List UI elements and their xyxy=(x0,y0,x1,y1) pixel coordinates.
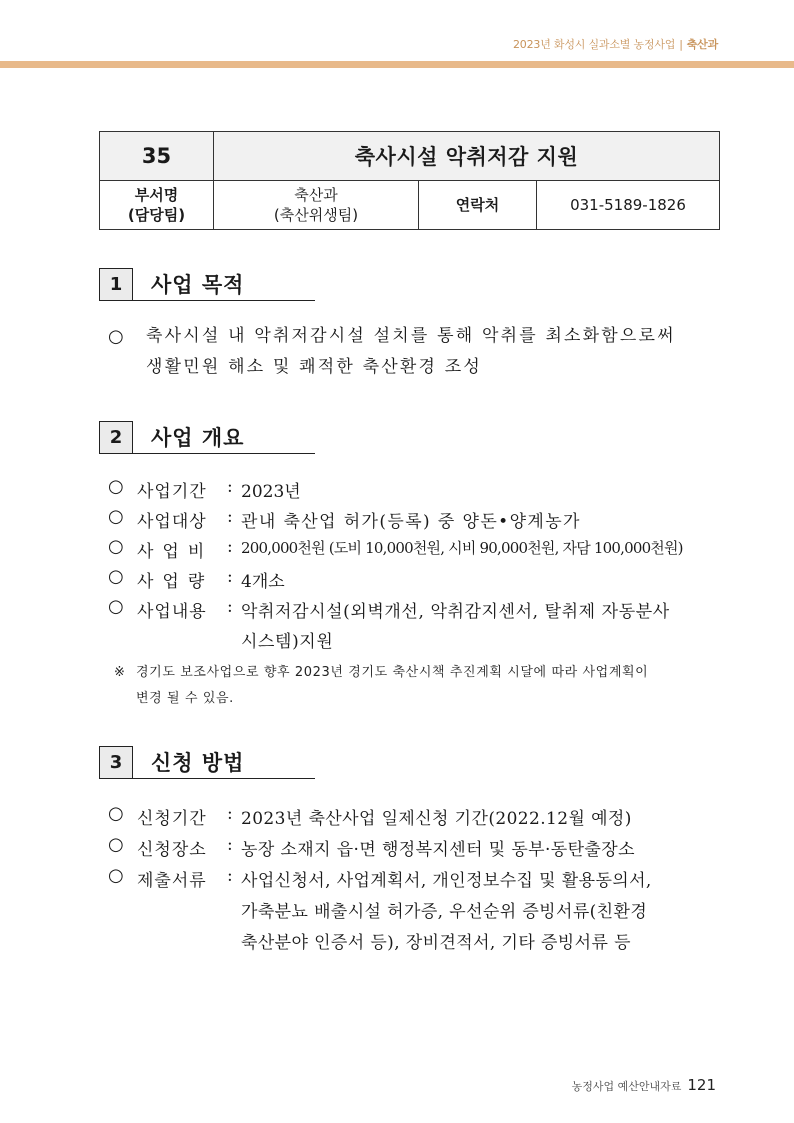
bullet-circle: ○ xyxy=(108,596,124,617)
dept-value xyxy=(214,181,419,230)
section-title: 신청 방법 xyxy=(151,751,245,775)
header-accent-bar xyxy=(0,61,794,68)
bullet-circle: ○ xyxy=(108,834,124,855)
purpose-paragraph xyxy=(108,321,720,383)
item-colon: : xyxy=(227,804,233,824)
program-number: 35 xyxy=(100,132,214,181)
item-colon: : xyxy=(227,567,233,587)
bullet-circle: ○ xyxy=(108,326,124,347)
item-value: 사업신청서, 사업계획서, 개인정보수집 및 활용동의서, xyxy=(241,871,652,891)
bullet-circle: ○ xyxy=(108,536,124,557)
item-value: 2023년 축산사업 일제신청 기간(2022.12월 예정) xyxy=(241,809,632,829)
item-value: 관내 축산업 허가(등록) 중 양돈•양계농가 xyxy=(241,512,581,532)
bullet-circle: ○ xyxy=(108,476,124,497)
bullet-circle: ○ xyxy=(108,803,124,824)
contact-value: 031-5189-1826 xyxy=(537,181,720,230)
item-value: 악취저감시설(외벽개선, 악취감지센서, 탈취제 자동분사 xyxy=(241,602,670,622)
section-title: 사업 개요 xyxy=(151,426,245,450)
dept-label-line2: (담당팀) xyxy=(127,206,186,224)
item-label: 사업기간 xyxy=(137,482,207,502)
item-label: 제출서류 xyxy=(137,871,207,891)
note-mark: ※ xyxy=(114,665,125,680)
section-number: 3 xyxy=(99,746,133,779)
item-colon: : xyxy=(227,507,233,527)
purpose-line-1: 축사시설 내 악취저감시설 설치를 통해 악취를 최소화함으로써 xyxy=(146,326,676,346)
section-title: 사업 목적 xyxy=(151,273,245,297)
purpose-line-2: 생활민원 해소 및 쾌적한 축산환경 조성 xyxy=(146,357,482,377)
doc-title: 2023년 화성시 실과소별 농정사업 xyxy=(513,38,676,51)
item-colon: : xyxy=(227,866,233,886)
item-value: 200,000천원 (도비 10,000천원, 시비 90,000천원, 자담 100,000천원) xyxy=(241,539,683,557)
running-header xyxy=(513,36,718,52)
item-colon: : xyxy=(227,597,233,617)
bullet-circle: ○ xyxy=(108,506,124,527)
item-label: 신청장소 xyxy=(137,840,207,860)
bullet-circle: ○ xyxy=(108,566,124,587)
section-underline xyxy=(133,453,315,454)
section-underline xyxy=(133,778,315,779)
program-note xyxy=(114,660,720,712)
item-colon: : xyxy=(227,537,233,557)
section-number: 1 xyxy=(99,268,133,301)
item-value: 4개소 xyxy=(241,572,285,592)
dept-value-line2: (축산위생팀) xyxy=(273,206,359,224)
program-title: 축사시설 악취저감 지원 xyxy=(214,132,720,181)
section-2-heading xyxy=(99,421,315,457)
note-line-1: 경기도 보조사업으로 향후 2023년 경기도 축산시책 추진계획 시달에 따라 사업계획이 xyxy=(136,665,649,680)
item-colon: : xyxy=(227,835,233,855)
item-label: 신청기간 xyxy=(137,809,207,829)
contact-label: 연락처 xyxy=(419,181,537,230)
dept-label xyxy=(100,181,214,230)
section-3-heading xyxy=(99,746,315,782)
section-1-heading xyxy=(99,268,315,304)
page-footer xyxy=(572,1076,716,1094)
item-label: 사업내용 xyxy=(137,602,207,622)
item-colon: : xyxy=(227,477,233,497)
section-number: 2 xyxy=(99,421,133,454)
section-underline xyxy=(133,300,315,301)
bullet-circle: ○ xyxy=(108,865,124,886)
item-label: 사업비 xyxy=(137,542,214,562)
dept-label-line1: 부서명 xyxy=(134,186,179,204)
header-dept: 축산과 xyxy=(686,38,718,51)
note-line-2: 변경 될 수 있음. xyxy=(136,691,234,706)
item-value: 농장 소재지 읍·면 행정복지센터 및 동부·동탄출장소 xyxy=(241,840,635,860)
item-value-continued-2: 축산분야 인증서 등), 장비견적서, 기타 증빙서류 등 xyxy=(241,933,631,953)
dept-value-line1: 축산과 xyxy=(294,186,338,204)
footer-label: 농정사업 예산안내자료 xyxy=(571,1080,682,1093)
item-value-continued: 시스템)지원 xyxy=(241,632,334,652)
header-separator: | xyxy=(679,38,683,51)
page-number: 121 xyxy=(687,1076,716,1094)
item-value-continued: 가축분뇨 배출시설 허가증, 우선순위 증빙서류(친환경 xyxy=(241,902,648,922)
item-label: 사업대상 xyxy=(137,512,207,532)
item-label: 사업량 xyxy=(137,572,214,592)
item-value: 2023년 xyxy=(241,482,301,502)
program-info-table xyxy=(99,131,720,230)
